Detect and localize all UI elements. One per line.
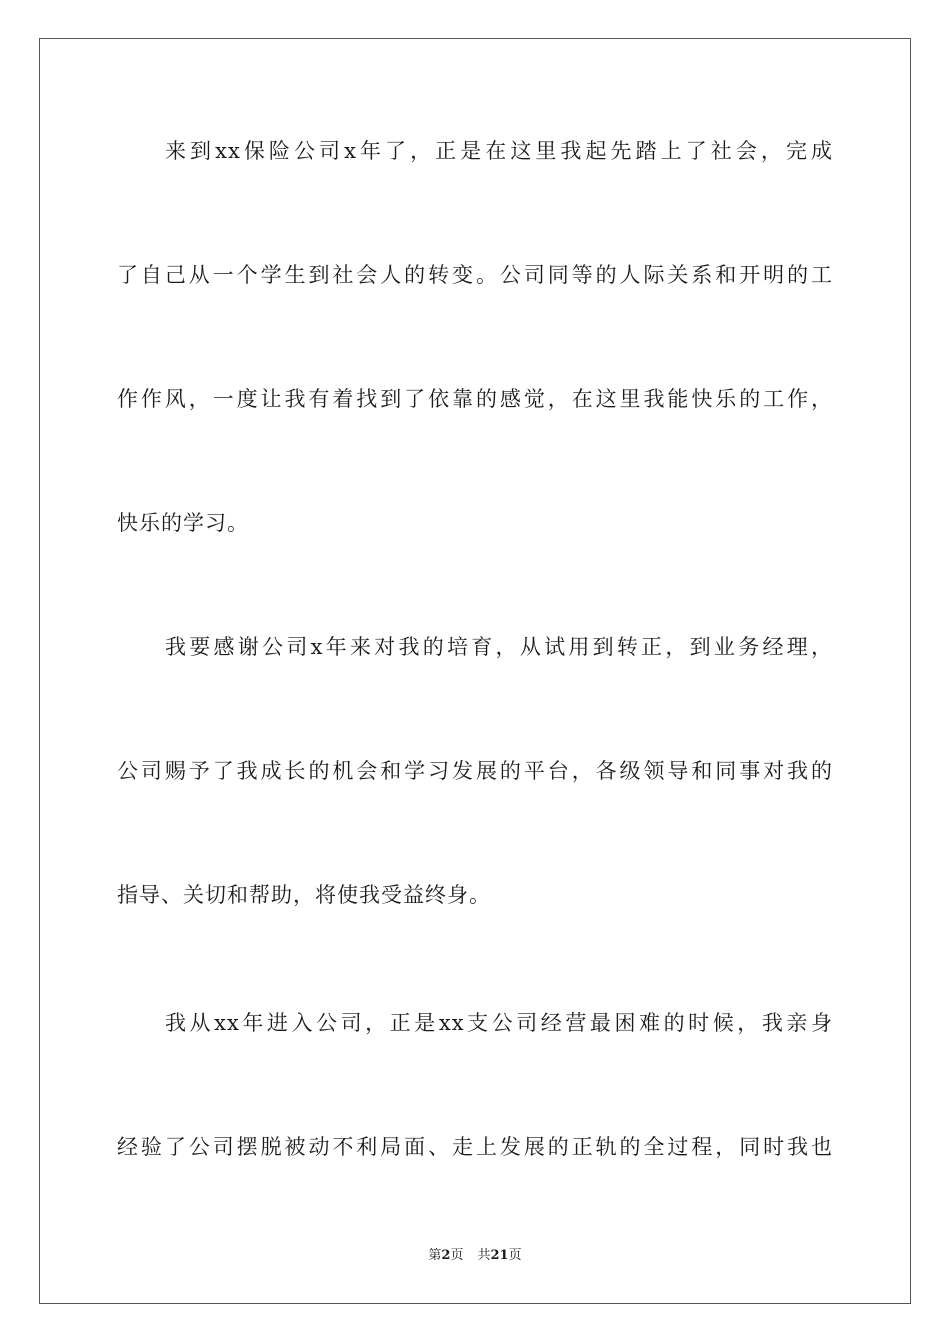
total-suffix: 页 bbox=[508, 1248, 522, 1263]
page-suffix: 页 bbox=[450, 1248, 464, 1263]
page-frame bbox=[39, 38, 911, 1304]
page-prefix: 第 bbox=[428, 1248, 442, 1263]
paragraph-1-line-3: 作作风，一度让我有着找到了依靠的感觉，在这里我能快乐的工作， bbox=[117, 387, 833, 411]
total-prefix: 共 bbox=[477, 1248, 491, 1263]
paragraph-2-line-3: 指导、关切和帮助，将使我受益终身。 bbox=[117, 883, 491, 907]
paragraph-3-line-2: 经验了公司摆脱被动不利局面、走上发展的正轨的全过程，同时我也 bbox=[117, 1135, 833, 1159]
total-page-count: 21 bbox=[490, 1248, 509, 1263]
paragraph-1-line-4: 快乐的学习。 bbox=[117, 511, 249, 535]
paragraph-1-line-2: 了自己从一个学生到社会人的转变。公司同等的人际关系和开明的工 bbox=[117, 263, 833, 287]
paragraph-1-line-1: 来到xx保险公司x年了，正是在这里我起先踏上了社会，完成 bbox=[165, 139, 833, 163]
paragraph-2-line-1: 我要感谢公司x年来对我的培育，从试用到转正，到业务经理， bbox=[165, 635, 833, 659]
current-page-number: 2 bbox=[441, 1248, 451, 1263]
paragraph-2-line-2: 公司赐予了我成长的机会和学习发展的平台，各级领导和同事对我的 bbox=[117, 759, 833, 783]
page-footer bbox=[0, 1247, 950, 1265]
paragraph-3-line-1: 我从xx年进入公司，正是xx支公司经营最困难的时候，我亲身 bbox=[165, 1011, 833, 1035]
